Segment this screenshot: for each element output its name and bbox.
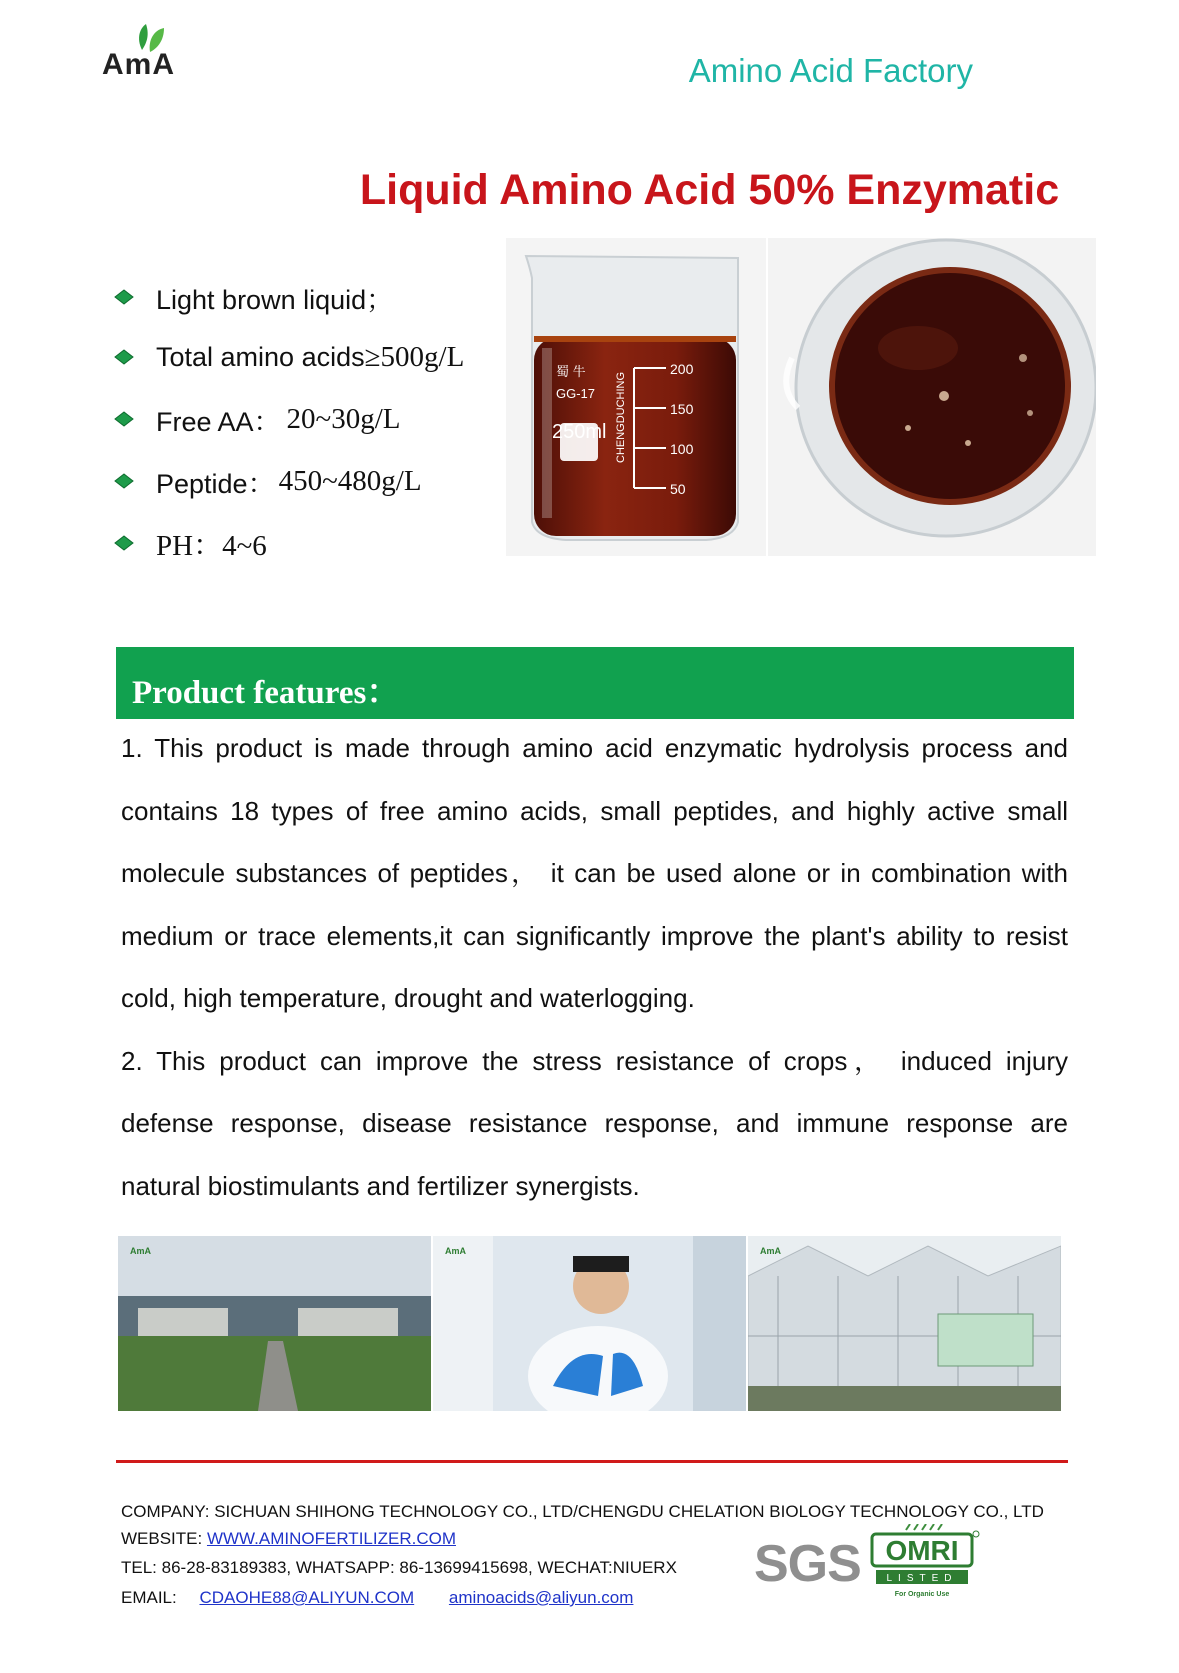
spec-value: 20~30g/L (286, 402, 401, 435)
email-line (121, 1588, 633, 1608)
spec-value: 450~480g/L (278, 464, 422, 497)
diamond-bullet-icon (114, 409, 134, 429)
photo-logo-text: AmA (130, 1246, 152, 1256)
spec-value: PH：4~6 (156, 529, 267, 562)
email-link-2[interactable]: aminoacids@aliyun.com (448, 1588, 634, 1607)
feature-paragraph: 1. This product is made through amino acid enzymatic hydrolysis process and contains 18 types of free amino acids, small peptides, and highly active small molecule substances of peptides， it can be used alone or in combination with medium or trace elements,it can significantly improve the plant's ability to resist cold, high temperature, drought and waterlogging. (121, 733, 1068, 1013)
spec-item (114, 523, 267, 563)
spec-value: ≥500g/L (364, 340, 465, 373)
omri-listed: LISTED (886, 1573, 958, 1584)
features-heading: Product features： (132, 675, 400, 711)
spec-label: Light brown liquid； (156, 284, 394, 315)
diamond-bullet-icon (114, 347, 134, 367)
spec-item (114, 277, 393, 317)
features-body (121, 717, 1068, 1217)
spec-label: Peptide： (156, 468, 275, 499)
beaker-illustration (506, 238, 766, 556)
company-line: COMPANY: SICHUAN SHIHONG TECHNOLOGY CO., LTD/CHENGDU CHELATION BIOLOGY TECHNOLOGY CO., LTD (121, 1502, 1044, 1521)
page-title (0, 166, 1179, 215)
beaker-maker: CHENGDUCHING (615, 371, 627, 463)
beaker-model: GG-17 (556, 386, 596, 401)
footer-divider (116, 1460, 1068, 1463)
photo-logo-text: AmA (445, 1246, 467, 1256)
feature-paragraph: 2. This product can improve the stress resistance of crops， induced injury defense response, disease resistance response, and immune response are natural biostimulants and fertilizer synergists. (121, 1045, 1068, 1201)
spec-item (114, 461, 422, 501)
omri-sub: For Organic Use (894, 1591, 950, 1598)
beaker-top-photo (768, 238, 1096, 556)
email-label: EMAIL: (121, 1588, 177, 1607)
logo-text: AmA (102, 48, 176, 81)
page-title-text: Liquid Amino Acid 50% Enzymatic (359, 166, 1060, 214)
contact-line: TEL: 86-28-83189383, WHATSAPP: 86-13699415698, WECHAT:NIUERX (121, 1558, 677, 1577)
diamond-bullet-icon (114, 287, 134, 307)
greenhouse-photo (748, 1236, 1061, 1411)
email-link-1[interactable]: CDAOHE88@ALIYUN.COM (199, 1588, 415, 1607)
factory-aerial-photo (118, 1236, 431, 1411)
beaker-mark: 200 (670, 361, 694, 377)
spec-label: Total amino acids (156, 341, 365, 372)
beaker-brand: 蜀 牛 (556, 364, 586, 379)
website-label: WEBSITE: (121, 1529, 207, 1548)
spec-item (114, 337, 464, 377)
omri-text: OMRI (885, 1535, 959, 1566)
spec-label: Free AA： (156, 406, 281, 437)
spec-item (114, 399, 401, 439)
beaker-volume: 250ml (552, 421, 607, 443)
omri-badge (866, 1524, 986, 1604)
website-line (121, 1529, 456, 1549)
diamond-bullet-icon (114, 471, 134, 491)
beaker-mark: 50 (670, 481, 686, 497)
tagline: Amino Acid Factory (688, 52, 973, 89)
website-link[interactable]: WWW.AMINOFERTILIZER.COM (206, 1529, 456, 1548)
beaker-mark: 150 (670, 401, 694, 417)
diamond-bullet-icon (114, 533, 134, 553)
sgs-logo: SGS (754, 1535, 861, 1593)
lab-photo (433, 1236, 746, 1411)
photo-logo-text: AmA (760, 1246, 782, 1256)
beaker-top-illustration (768, 238, 1096, 556)
beaker-mark: 100 (670, 441, 694, 457)
beaker-side-photo (506, 238, 766, 556)
